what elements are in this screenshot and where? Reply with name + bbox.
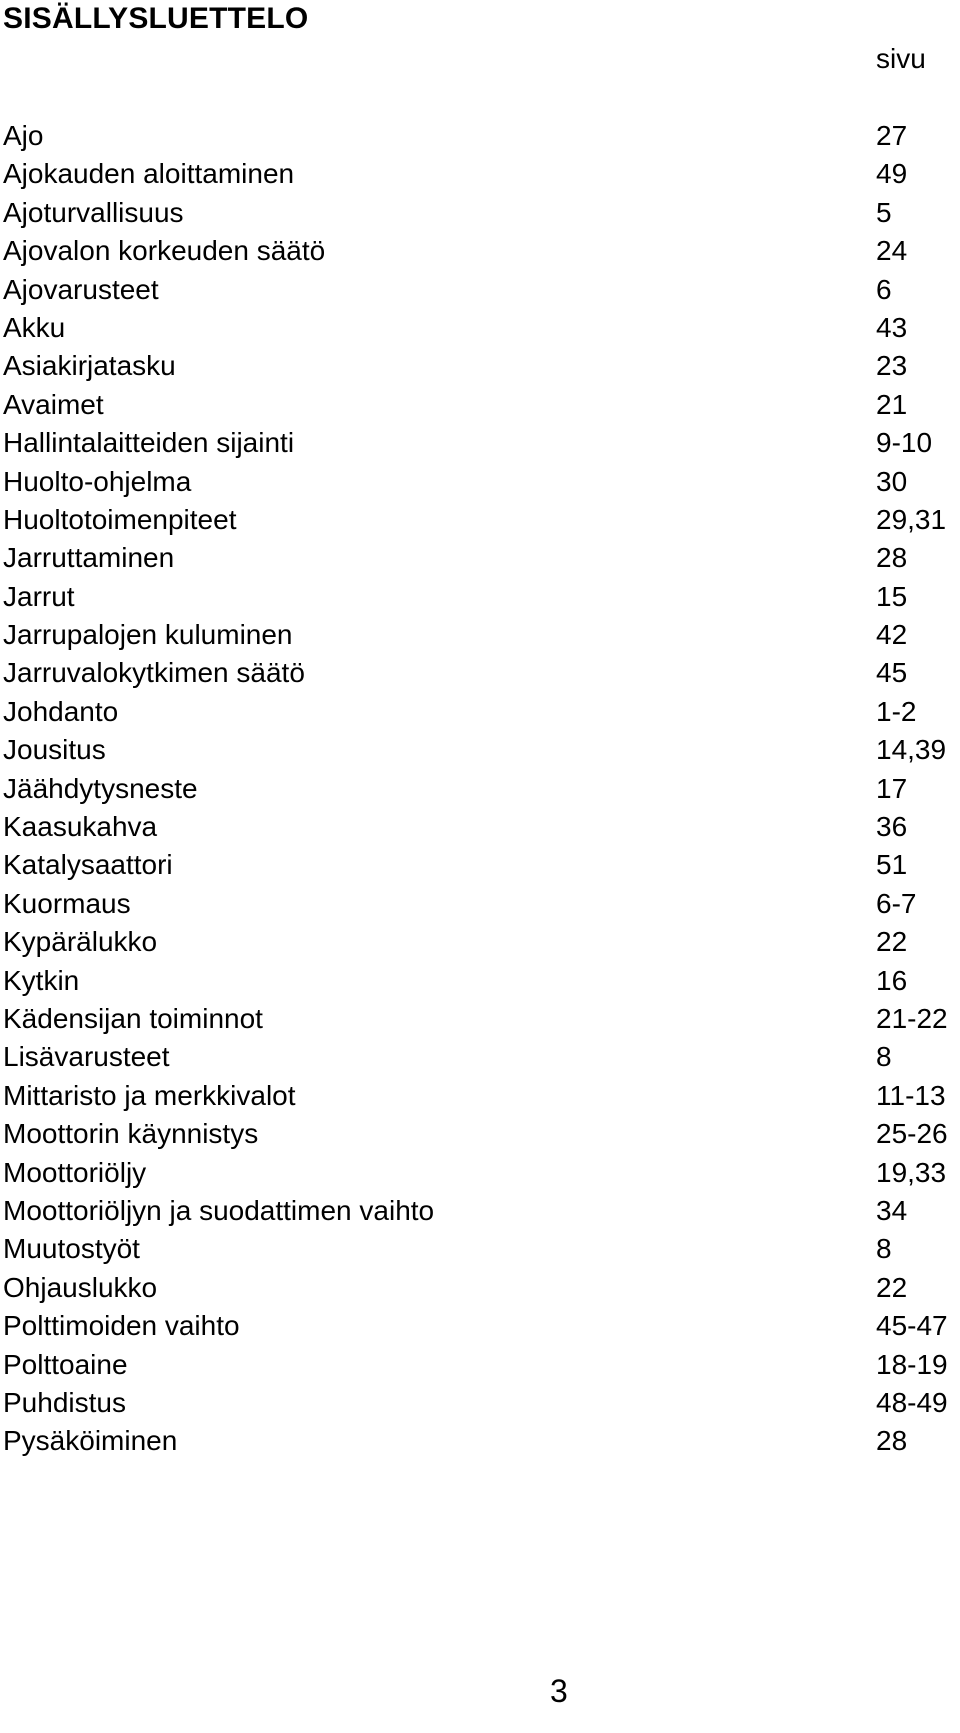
toc-entry-topic: Polttoaine <box>3 1348 128 1380</box>
toc-entry-page: 9-10 <box>876 427 933 459</box>
toc-entry <box>3 501 960 539</box>
toc-entry-page: 17 <box>876 772 908 804</box>
toc-entry <box>3 808 960 846</box>
toc-entry-page: 8 <box>876 1041 892 1073</box>
toc-entry-page: 6-7 <box>876 887 917 919</box>
toc-entry-page: 23 <box>876 350 908 382</box>
toc-entry-page: 22 <box>876 1271 908 1303</box>
toc-entry <box>3 1307 960 1345</box>
toc-entry <box>3 923 960 961</box>
toc-entry-topic: Ohjauslukko <box>3 1271 158 1303</box>
toc-entry-topic: Moottorin käynnistys <box>3 1118 259 1150</box>
toc-entry <box>3 693 960 731</box>
toc-entry-page: 21 <box>876 388 908 420</box>
toc-entry-page: 24 <box>876 235 908 267</box>
toc-entry-page: 30 <box>876 465 908 497</box>
toc-entry-page: 8 <box>876 1233 892 1265</box>
toc-entry <box>3 1269 960 1307</box>
toc-entry <box>3 1422 960 1460</box>
toc-entry-page: 22 <box>876 926 908 958</box>
toc-entry <box>3 770 960 808</box>
toc-entry <box>3 846 960 884</box>
toc-entry-topic: Hallintalaitteiden sijainti <box>3 427 295 459</box>
toc-entry-topic: Huoltotoimenpiteet <box>3 503 237 535</box>
toc-entry-page: 1-2 <box>876 695 917 727</box>
toc-entry <box>3 424 960 462</box>
toc-entry-topic: Huolto-ohjelma <box>3 465 192 497</box>
toc-entry-page: 42 <box>876 619 908 651</box>
toc-entry-topic: Avaimet <box>3 388 104 420</box>
toc-entry <box>3 1154 960 1192</box>
toc-entry-topic: Jousitus <box>3 734 106 766</box>
toc-entry-topic: Ajokauden aloittaminen <box>3 158 295 190</box>
toc-entry-topic: Jarruttaminen <box>3 542 175 574</box>
toc-entry-page: 27 <box>876 120 908 151</box>
toc-entry-page: 5 <box>876 196 892 228</box>
toc-entry-topic: Ajovarusteet <box>3 273 159 305</box>
toc-entry-topic: Akku <box>3 311 66 343</box>
toc-entry-topic: Lisävarusteet <box>3 1041 170 1073</box>
toc-entry <box>3 1384 960 1422</box>
toc-entry <box>3 309 960 347</box>
toc-entry-topic: Jarrut <box>3 580 75 612</box>
page-column-header: sivu <box>876 43 926 74</box>
toc-entry-page: 49 <box>876 158 908 190</box>
toc-entry-topic: Moottoriöljy <box>3 1156 147 1188</box>
toc-entry-topic: Asiakirjatasku <box>3 350 176 382</box>
table-of-contents <box>3 117 960 1461</box>
toc-entry-topic: Puhdistus <box>3 1386 126 1418</box>
toc-entry-topic: Kuormaus <box>3 887 131 919</box>
toc-entry-topic: Jarruvalokytkimen säätö <box>3 657 305 689</box>
toc-entry-topic: Polttimoiden vaihto <box>3 1310 240 1342</box>
toc-entry <box>3 578 960 616</box>
toc-entry-topic: Muutostyöt <box>3 1233 140 1265</box>
toc-entry-page: 21-22 <box>876 1002 948 1034</box>
toc-entry <box>3 1038 960 1076</box>
toc-entry <box>3 962 960 1000</box>
toc-entry <box>3 539 960 577</box>
toc-entry-page: 28 <box>876 542 908 574</box>
toc-entry <box>3 616 960 654</box>
toc-entry-page: 48-49 <box>876 1386 948 1418</box>
toc-entry <box>3 155 960 193</box>
toc-entry-page: 6 <box>876 273 892 305</box>
toc-entry-page: 28 <box>876 1425 908 1457</box>
toc-entry <box>3 463 960 501</box>
toc-entry <box>3 1000 960 1038</box>
toc-entry <box>3 1077 960 1115</box>
toc-entry-topic: Jarrupalojen kuluminen <box>3 619 293 651</box>
page-title: SISÄLLYSLUETTELO <box>3 2 309 35</box>
toc-entry-topic: Kypärälukko <box>3 926 158 958</box>
toc-entry-topic: Ajo <box>3 120 44 151</box>
toc-entry <box>3 117 960 155</box>
toc-entry-topic: Ajovalon korkeuden säätö <box>3 235 326 267</box>
toc-entry-page: 36 <box>876 811 908 843</box>
page-number: 3 <box>550 1673 568 1709</box>
toc-entry <box>3 232 960 270</box>
toc-entry-page: 16 <box>876 964 908 996</box>
toc-entry <box>3 1346 960 1384</box>
toc-entry <box>3 1192 960 1230</box>
toc-entry-topic: Ajoturvallisuus <box>3 196 184 228</box>
toc-entry-page: 45 <box>876 657 908 689</box>
toc-entry <box>3 731 960 769</box>
toc-entry-page: 29,31 <box>876 503 947 535</box>
toc-entry-page: 14,39 <box>876 734 947 766</box>
toc-entry-page: 34 <box>876 1194 908 1226</box>
toc-entry-page: 11-13 <box>876 1079 946 1111</box>
toc-entry <box>3 885 960 923</box>
toc-entry <box>3 386 960 424</box>
toc-entry-topic: Kaasukahva <box>3 811 158 843</box>
toc-entry-topic: Moottoriöljyn ja suodattimen vaihto <box>3 1194 435 1226</box>
toc-entry-page: 45-47 <box>876 1310 948 1342</box>
toc-entry-page: 51 <box>876 849 908 881</box>
toc-entry <box>3 194 960 232</box>
toc-entry-topic: Kädensijan toiminnot <box>3 1002 263 1034</box>
toc-entry-topic: Johdanto <box>3 695 119 727</box>
toc-entry <box>3 1115 960 1153</box>
toc-entry-page: 15 <box>876 580 908 612</box>
toc-entry-topic: Jäähdytysneste <box>3 772 198 804</box>
toc-entry-page: 25-26 <box>876 1118 948 1150</box>
toc-entry-page: 43 <box>876 311 908 343</box>
toc-entry <box>3 347 960 385</box>
toc-entry-topic: Mittaristo ja merkkivalot <box>3 1079 296 1111</box>
toc-entry-topic: Kytkin <box>3 964 80 996</box>
toc-entry-page: 19,33 <box>876 1156 947 1188</box>
toc-entry <box>3 271 960 309</box>
toc-entry-page: 18-19 <box>876 1348 948 1380</box>
toc-entry <box>3 1230 960 1268</box>
toc-entry-topic: Katalysaattori <box>3 849 173 881</box>
toc-entry <box>3 654 960 692</box>
toc-entry-topic: Pysäköiminen <box>3 1425 178 1457</box>
